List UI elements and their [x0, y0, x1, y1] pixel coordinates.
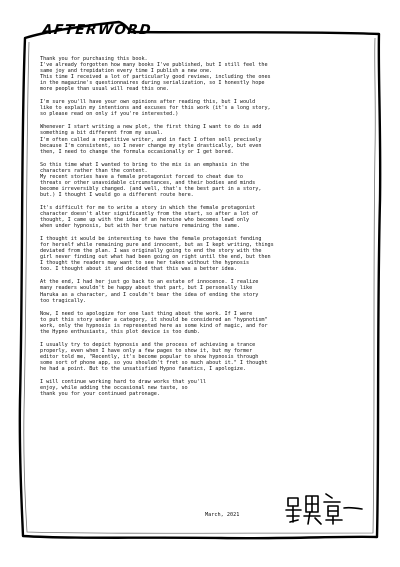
- paragraph: [40, 342, 370, 372]
- text-line: threats or other unavoidable circumstances, and their bodies and minds: [40, 179, 256, 186]
- text-line: many readers wouldn't be happy about that part, but I personally like: [40, 285, 253, 292]
- text-line: I thought it would be interesting to have the female protagonist fending: [40, 236, 262, 243]
- paragraph: [40, 205, 370, 229]
- text-line: like to explain my intentions and excuses for this work (it's a long story,: [40, 105, 271, 112]
- paragraph: [40, 162, 370, 198]
- text-line: I thought the readers may want to see her taken without the hypnosis: [40, 260, 250, 267]
- text-line: I'm sure you'll have your own opinions after reading this, but I would: [40, 99, 256, 106]
- text-line: some sort of phone app, so you shouldn't fret so much about it." I thought: [40, 359, 268, 366]
- afterword-body: [40, 56, 370, 404]
- text-line: I will continue working hard to draw works that you'll: [40, 379, 207, 386]
- paragraph: [40, 379, 370, 397]
- text-line: At the end, I had her just go back to an estate of innocence. I realize: [40, 279, 259, 286]
- text-line: same joy and trepidation every time I publish a new one.: [40, 68, 213, 75]
- text-line: deviated from the plan. I was originally going to end the story with the: [40, 248, 262, 255]
- text-line: thank you for your continued patronage.: [40, 391, 160, 398]
- paragraph: [40, 279, 370, 303]
- text-line: too tragically.: [40, 297, 87, 304]
- text-line: in the magazine's questionnaires during serialization, so I honestly hope: [40, 80, 265, 87]
- signing-date: March, 2021: [205, 512, 240, 518]
- text-line: work, only the hypnosis is represented here as some kind of magic, and for: [40, 322, 268, 329]
- text-line: This time I received a lot of particularly good reviews, including the ones: [40, 74, 271, 81]
- text-line: because I'm consistent, so I never change my style drastically, but even: [40, 142, 262, 149]
- text-line: something a bit different from my usual.: [40, 130, 163, 137]
- text-line: he had a point. But to the unsatisfied Hypno fanatics, I apologize.: [40, 365, 247, 372]
- text-line: I'm often called a repetitive writer, and in fact I often sell precisely: [40, 136, 262, 143]
- text-line: Whenever I start writing a new plot, the first thing I want to do is add: [40, 124, 262, 131]
- text-line: Haruka as a character, and I couldn't bear the idea of ending the story: [40, 291, 259, 298]
- paragraph: [40, 124, 370, 154]
- text-line: character doesn't alter significantly from the start, so after a lot of: [40, 210, 259, 217]
- text-line: thought, I came up with the idea of an heroine who becomes lewd only: [40, 217, 250, 224]
- text-line: the Hypno enthusiasts, this plot device is too dumb.: [40, 328, 200, 335]
- text-line: Thank you for purchasing this book.: [40, 56, 148, 62]
- text-line: too. I thought about it and decided that this was a better idea.: [40, 266, 237, 273]
- text-line: enjoy, while adding the occasional new taste, so: [40, 385, 188, 392]
- text-line: but.) I thought I would go a different route here.: [40, 191, 194, 198]
- text-line: then, I need to change the formula occasionally or I get bored.: [40, 148, 234, 155]
- paragraph: [40, 99, 370, 117]
- text-line: for herself while remaining pure and innocent, but as I kept writing, things: [40, 242, 274, 249]
- text-line: when under hypnosis, but with her true nature remaining the same.: [40, 223, 240, 230]
- text-line: My recent stories have a female protagonist forced to cheat due to: [40, 173, 243, 180]
- paragraph: [40, 236, 370, 272]
- handwritten-signature: [284, 488, 364, 528]
- text-line: It's difficult for me to write a story in which the female protagonist: [40, 204, 256, 211]
- text-line: more people than usual will read this one.: [40, 86, 170, 93]
- text-line: to put this story under a category, it should be considered an "hypnotism": [40, 316, 268, 323]
- text-line: become irreversibly changed. (and well, that's the best part in a story,: [40, 185, 262, 192]
- text-line: characters rather than the content.: [40, 167, 148, 174]
- text-line: properly, even when I have only a few pages to show it, but my former: [40, 347, 253, 354]
- text-line: So this time what I wanted to bring to the mix is an emphasis in the: [40, 161, 250, 168]
- paragraph: [40, 311, 370, 335]
- text-line: girl never finding out what had been going on right until the end, but then: [40, 254, 271, 261]
- text-line: I've already forgotten how many books I've published, but I still feel the: [40, 62, 268, 69]
- text-line: editor told me, "Recently, it's become popular to show hypnosis through: [40, 353, 259, 360]
- paragraph: [40, 56, 370, 92]
- page-title: AFTERWORD: [41, 22, 153, 38]
- text-line: Now, I need to apologize for one last thing about the work. If I were: [40, 310, 253, 317]
- text-line: so please read on only if you're interested.): [40, 111, 179, 118]
- text-line: I usually try to depict hypnosis and the process of achieving a trance: [40, 341, 256, 348]
